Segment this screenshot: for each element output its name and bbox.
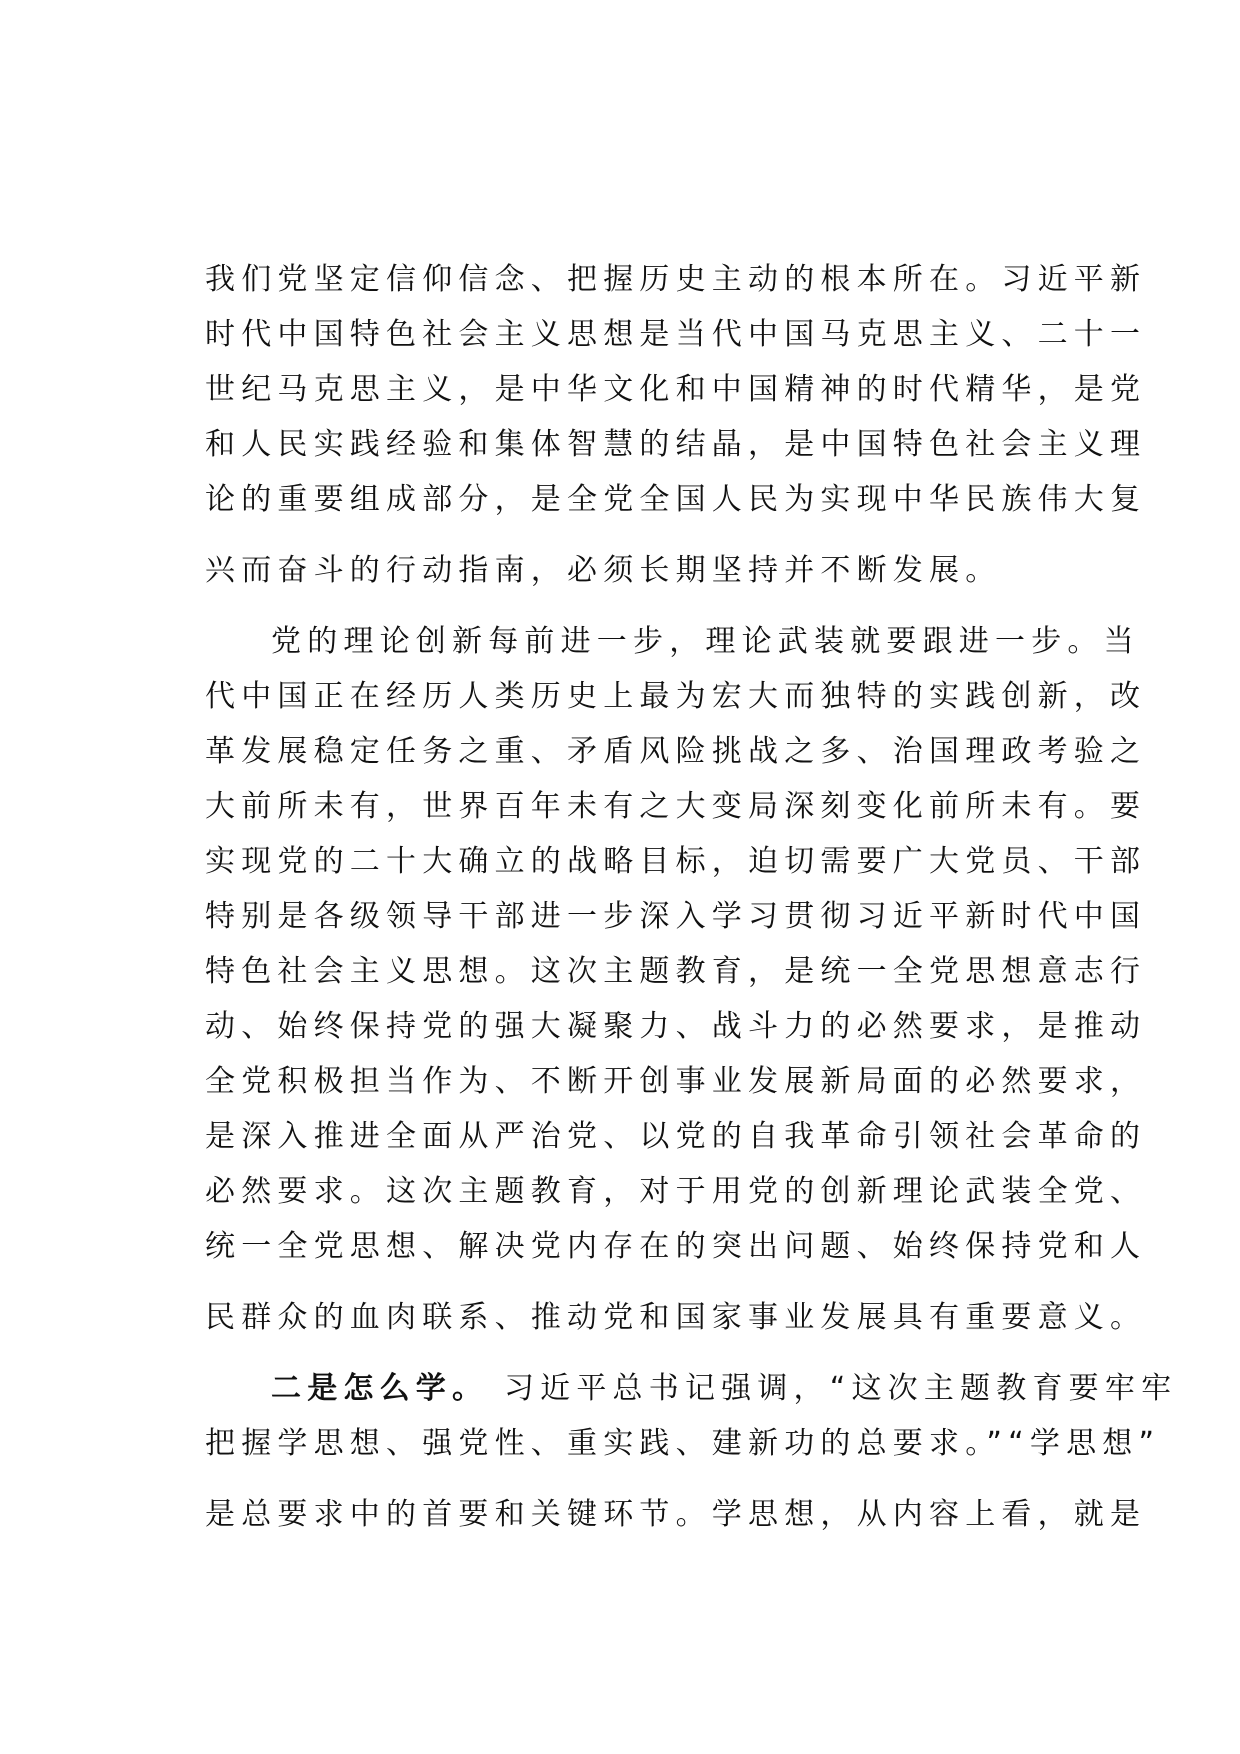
paragraph-line: 民群众的血肉联系、推动党和国家事业发展具有重要意义。 bbox=[205, 1300, 1147, 1335]
paragraph-line: 论的重要组成部分，是全党全国人民为实现中华民族伟大复 bbox=[205, 482, 1147, 517]
paragraph-line: 必然要求。这次主题教育，对于用党的创新理论武装全党、 bbox=[205, 1174, 1147, 1209]
line-gap bbox=[205, 1274, 1065, 1290]
paragraph-line: 动、始终保持党的强大凝聚力、战斗力的必然要求，是推动 bbox=[205, 1009, 1147, 1044]
paragraph-line bbox=[205, 1361, 1178, 1416]
paragraph-line: 党的理论创新每前进一步，理论武装就要跟进一步。当 bbox=[271, 624, 1140, 659]
paragraph-line: 特别是各级领导干部进一步深入学习贯彻习近平新时代中国 bbox=[205, 899, 1147, 934]
paragraph-line: 我们党坚定信仰信念、把握历史主动的根本所在。习近平新 bbox=[205, 262, 1147, 297]
paragraph-line: 是总要求中的首要和关键环节。学思想，从内容上看，就是 bbox=[205, 1497, 1147, 1532]
document-body bbox=[205, 252, 1178, 1542]
paragraph-2 bbox=[205, 614, 1147, 1345]
paragraph-line: 是深入推进全面从严治党、以党的自我革命引领社会革命的 bbox=[205, 1119, 1147, 1154]
paragraph-gap bbox=[205, 1345, 1065, 1361]
heading-line-text: 习近平总书记强调，“这次主题教育要牢牢 bbox=[488, 1371, 1178, 1406]
paragraph-line: 统一全党思想、解决党内存在的突出问题、始终保持党和人 bbox=[205, 1229, 1147, 1264]
paragraph-line: 世纪马克思主义，是中华文化和中国精神的时代精华，是党 bbox=[205, 372, 1147, 407]
line-gap bbox=[205, 527, 1065, 543]
paragraph-line: 全党积极担当作为、不断开创事业发展新局面的必然要求， bbox=[205, 1064, 1147, 1099]
paragraph-line: 革发展稳定任务之重、矛盾风险挑战之多、治国理政考验之 bbox=[205, 734, 1147, 769]
section-heading: 二是怎么学。 bbox=[271, 1371, 489, 1406]
paragraph-line: 特色社会主义思想。这次主题教育，是统一全党思想意志行 bbox=[205, 954, 1147, 989]
paragraph-line: 大前所未有，世界百年未有之大变局深刻变化前所未有。要 bbox=[205, 789, 1147, 824]
paragraph-3 bbox=[205, 1361, 1178, 1542]
paragraph-line: 时代中国特色社会主义思想是当代中国马克思主义、二十一 bbox=[205, 317, 1147, 352]
paragraph-line: 实现党的二十大确立的战略目标，迫切需要广大党员、干部 bbox=[205, 844, 1147, 879]
line-gap bbox=[205, 1471, 1065, 1487]
paragraph-1 bbox=[205, 252, 1147, 598]
paragraph-line: 和人民实践经验和集体智慧的结晶，是中国特色社会主义理 bbox=[205, 427, 1147, 462]
paragraph-line: 把握学思想、强党性、重实践、建新功的总要求。”“学思想” bbox=[205, 1426, 1161, 1461]
paragraph-line: 代中国正在经历人类历史上最为宏大而独特的实践创新，改 bbox=[205, 679, 1147, 714]
paragraph-line: 兴而奋斗的行动指南，必须长期坚持并不断发展。 bbox=[205, 553, 1002, 588]
paragraph-gap bbox=[205, 598, 1065, 614]
